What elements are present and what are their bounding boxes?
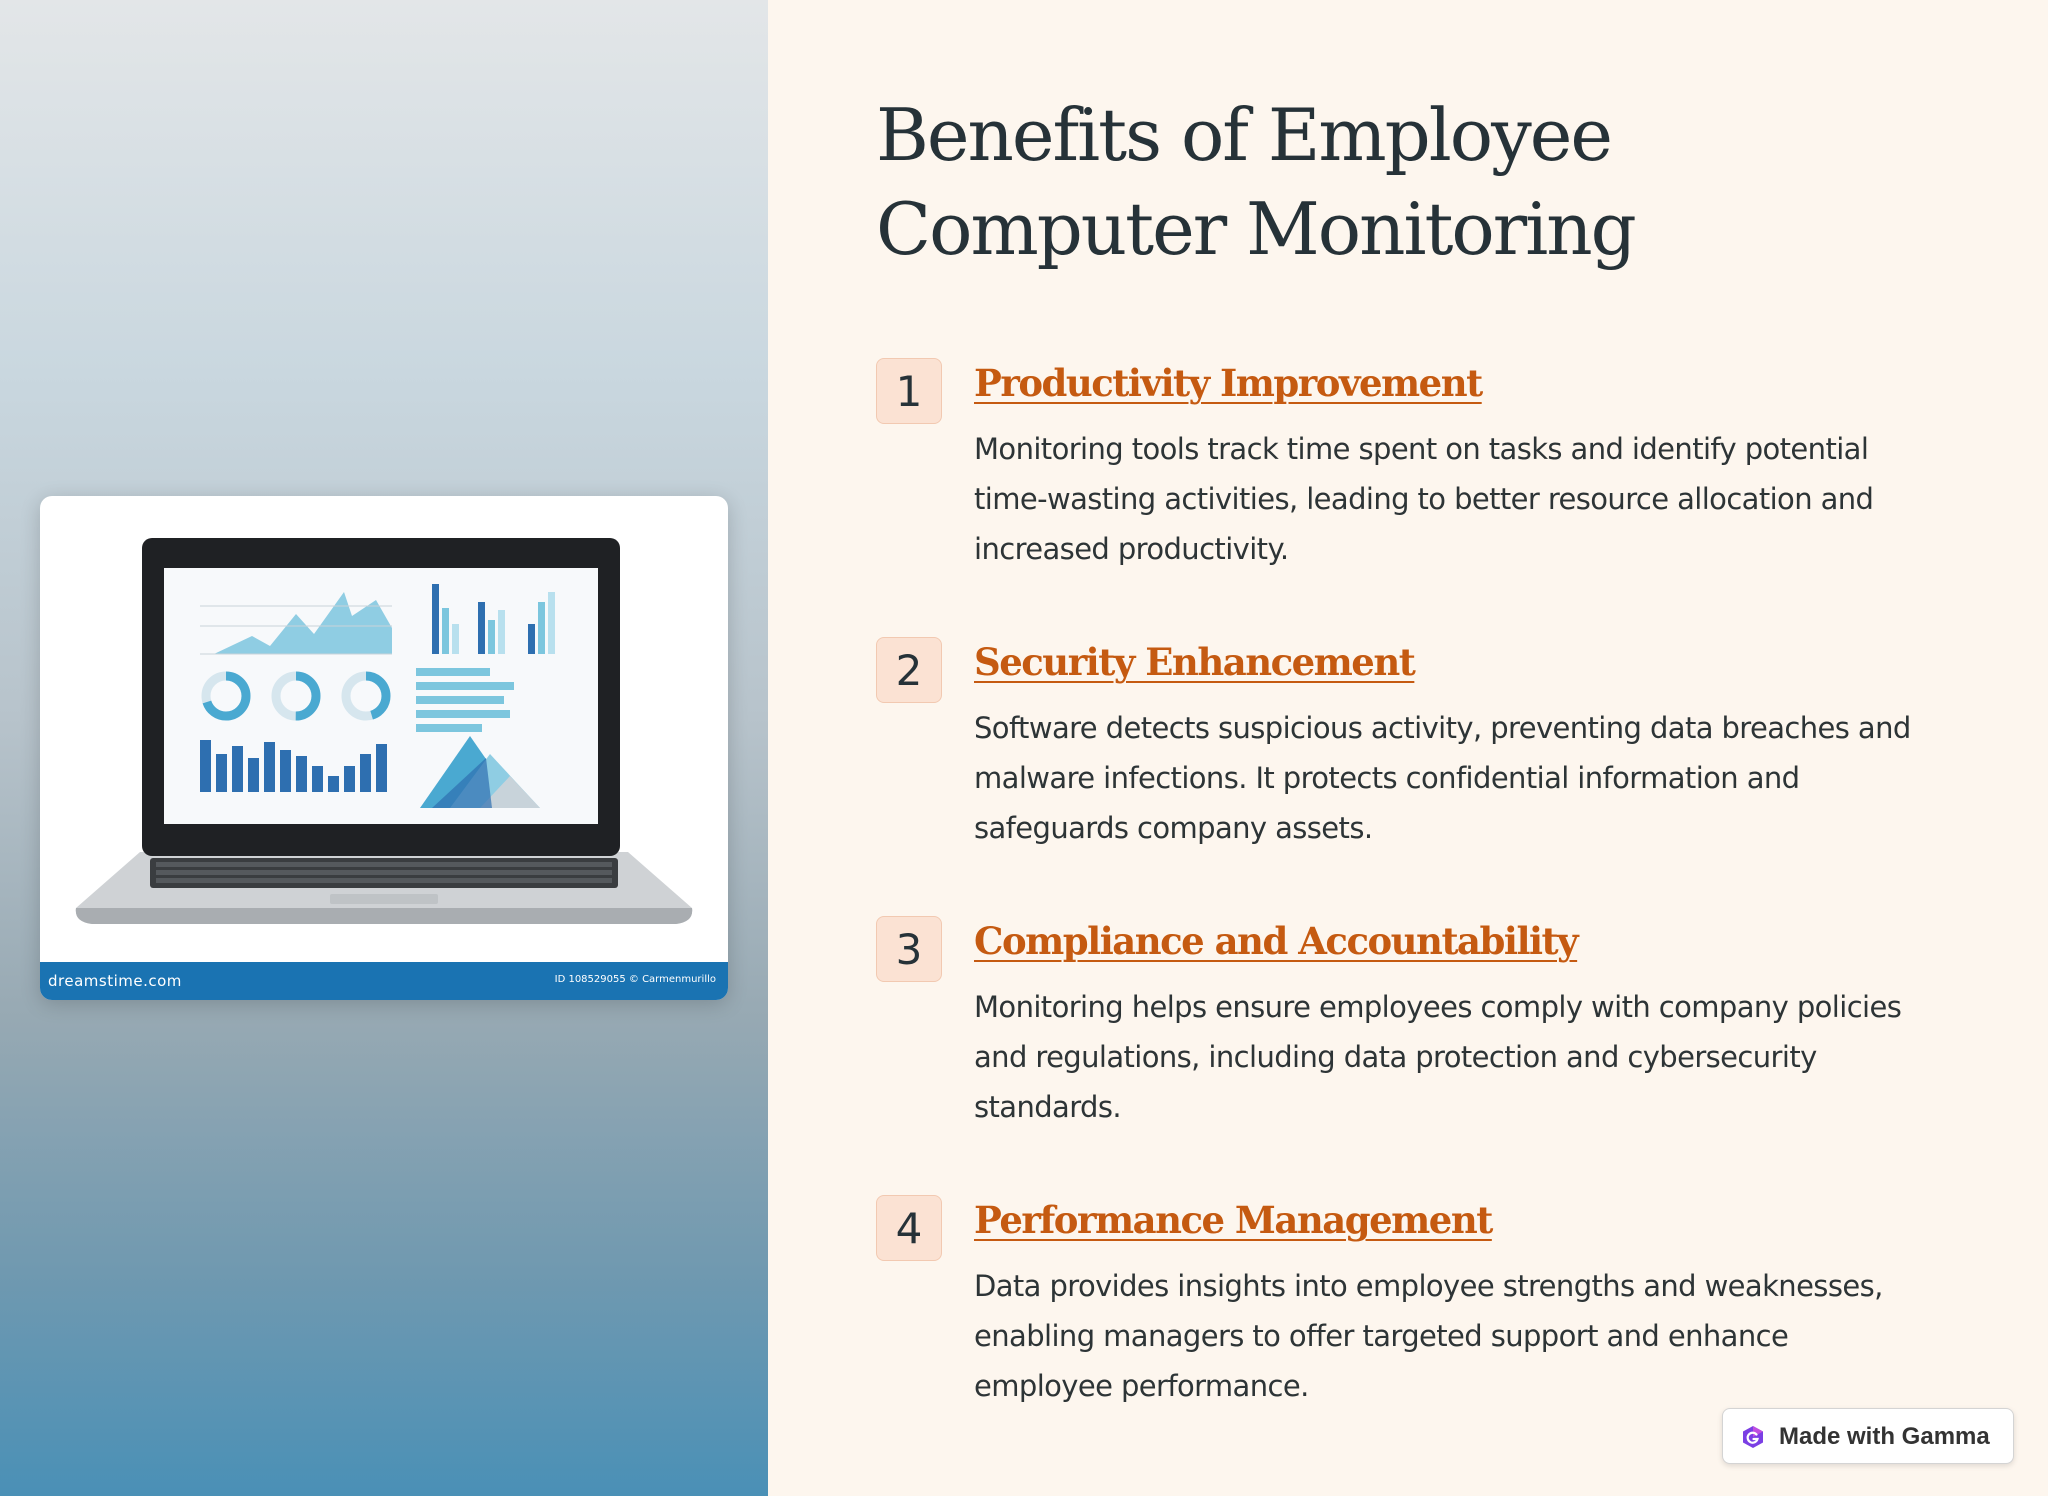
benefit-number-badge: 1	[876, 358, 942, 424]
image-panel	[0, 0, 768, 1496]
benefit-number-badge: 2	[876, 637, 942, 703]
benefit-description: Data provides insights into employee strengths and weaknesses, enabling managers to offer targeted support and enhance employee performance.	[974, 1269, 1883, 1403]
benefit-heading-link[interactable]: Performance Management	[974, 1198, 1492, 1242]
benefit-description: Software detects suspicious activity, preventing data breaches and malware infections. It protects confidential information and safeguards company assets.	[974, 711, 1911, 845]
benefit-heading-link[interactable]: Compliance and Accountability	[974, 919, 1578, 963]
made-with-gamma-button[interactable]	[1722, 1408, 2014, 1464]
laptop-dashboard-illustration	[40, 496, 728, 966]
benefit-number-badge: 3	[876, 916, 942, 982]
content-panel	[768, 0, 2048, 1496]
gamma-logo-icon	[1741, 1425, 1765, 1449]
benefit-description: Monitoring helps ensure employees comply with company policies and regulations, including data protection and cybersecurity standards.	[974, 990, 1902, 1124]
benefit-heading-link[interactable]: Security Enhancement	[974, 640, 1415, 684]
watermark-credit: ID 108529055 © Carmenmurillo	[554, 974, 716, 985]
laptop-stock-photo	[40, 496, 728, 1000]
benefit-heading-link[interactable]: Productivity Improvement	[974, 361, 1482, 405]
page-title: Benefits of Employee Computer Monitoring	[876, 93, 1635, 271]
gamma-badge-label: Made with Gamma	[1779, 1423, 1990, 1450]
benefit-number-badge: 4	[876, 1195, 942, 1261]
photo-watermark-bar	[40, 962, 728, 1000]
watermark-brand: dreamstime.com	[48, 972, 182, 990]
benefit-description: Monitoring tools track time spent on tasks and identify potential time-wasting activities, leading to better resource allocation and increased productivity.	[974, 432, 1874, 566]
